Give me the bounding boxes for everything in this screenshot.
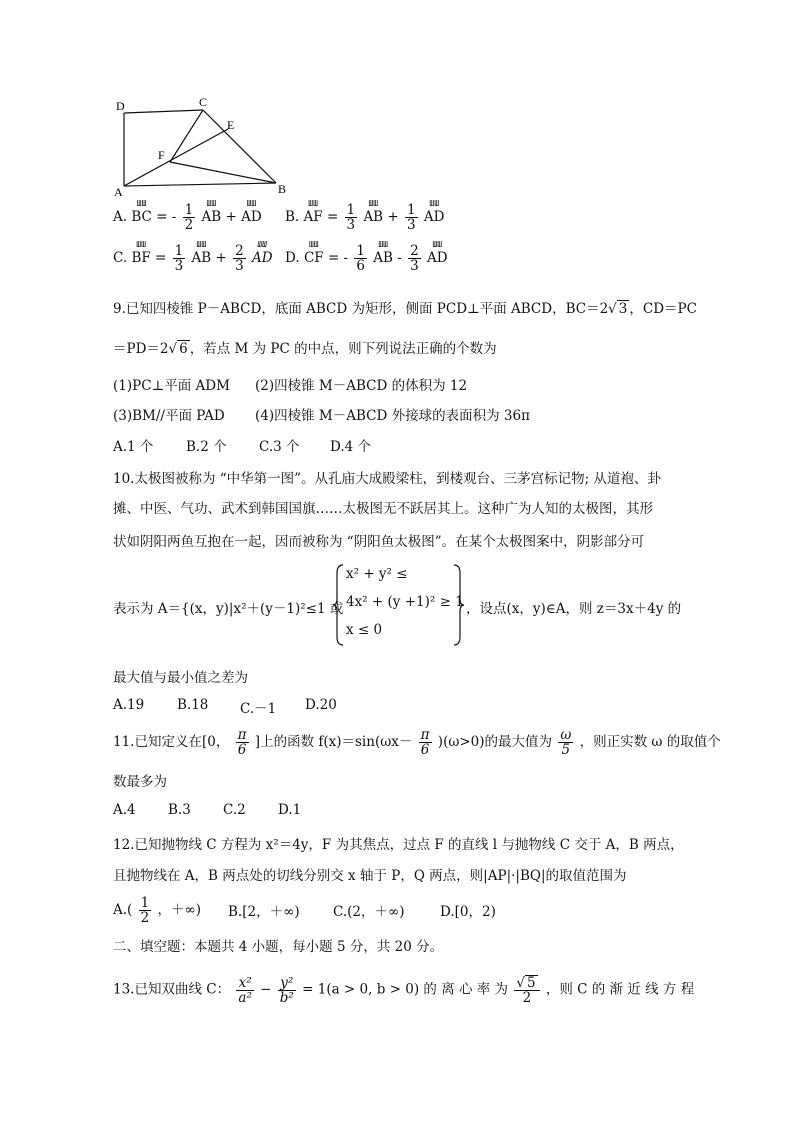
q10-system-row-1: x² + y² ≤ [346,566,408,582]
left-brace [333,563,345,647]
q10-option-b: B.18 [177,697,209,713]
q10-system-row-3: x ≤ 0 [346,622,383,638]
q10-line-3: 状如阴阳两鱼互抱在一起，因而被称为 “阴阳鱼太极图”。在某个太极图案中，阴影部分可 [113,534,645,550]
q12-line-1: 12.已知抛物线 C 方程为 x²＝4y，F 为其焦点，过点 F 的直线 l 与抛物线 C 交于 A，B 两点， [113,837,684,853]
edge-ab [124,183,276,186]
segment-ae [124,129,228,186]
q13-line-1: 13.已知双曲线 C： $\frac{\text{x²}}{\text{a²}}$ − $\frac{\text{y²}}{\text{b²}}$ = 1(a > 0, b > 0) 的 离 心 率 为 $\frac{√ 5}{2}$ ，则 C 的 渐 近 线 方 程 [113,974,695,1007]
label-c: C [199,95,208,109]
q12-line-2: 且抛物线在 A，B 两点处的切线分别交 x 轴于 P，Q 两点，则|AP|·|BQ|的取值范围为 [113,868,627,884]
q8-option-d: D. ШШ CF = - $\frac{1}{6}$ ШШ AB - $\frac{2}{3}$ ШШ AD [285,240,448,275]
q8-option-b: B. ШШ AF = $\frac{1}{3}$ ШШ AB + $\frac{1}{3}$ ШШ AD [285,199,445,234]
q12-option-c: C.(2，＋∞) [333,904,405,920]
edge-dc [124,110,203,113]
q11-option-d: D.1 [278,802,302,818]
q10-line-5: 最大值与最小值之差为 [113,670,248,686]
q9-statement-1: (1)PC⊥平面 ADM [113,378,230,394]
q11-line-2: 数最多为 [113,774,167,790]
q10-system-row-2: 4x² + (y +1)² ≥ 1 [346,594,464,610]
q12-option-d: D.[0，2) [440,904,496,920]
q10-option-a: A.19 [113,697,145,713]
q10-option-c: C.－1 [240,701,277,717]
q10-line-4a: 表示为 A＝{(x，y)|x²＋(y－1)²≤1 或 [113,601,344,617]
q12-option-b: B.[2，＋∞) [228,904,300,920]
q9-option-d: D.4 个 [330,439,372,455]
label-d: D [116,99,125,113]
q11-option-c: C.2 [223,802,246,818]
q10-option-d: D.20 [305,697,337,713]
q9-line-1: 9.已知四棱锥 P－ABCD，底面 ABCD 为矩形，侧面 PCD⊥平面 ABCD，BC＝2√ 3 ，CD＝PC [113,301,697,317]
q9-option-a: A.1 个 [113,439,154,455]
q9-statement-4: (4)四棱锥 M－ABCD 外接球的表面积为 36π [255,408,530,424]
quadrilateral-figure [110,92,300,202]
q10-line-2: 摊、中医、气功、武术到韩国国旗……太极图无不跃居其上。这种广为人知的太极图，其形 [113,501,653,517]
segment-fb [170,162,276,183]
segment-cf [170,110,203,162]
q9-option-b: B.2 个 [186,439,227,455]
edge-cb [203,110,276,183]
right-brace [452,563,464,647]
q9-statement-3: (3)BM//平面 PAD [113,408,225,424]
q12-option-a: A.( $\frac{1}{2}$ ，＋∞) [113,895,202,927]
q10-line-4b: ，设点(x，y)∈A，则 z＝3x＋4y 的 [466,601,682,617]
q9-option-c: C.3 个 [259,439,300,455]
q9-statement-2: (2)四棱锥 M－ABCD 的体积为 12 [255,378,468,394]
q11-option-b: B.3 [168,802,191,818]
q10-line-1: 10.太极图被称为 “中华第一图”。从孔庙大成殿梁柱，到楼观台、三茅宫标记物; 从道袍、卦 [113,471,661,487]
q9-line-2: ＝PD＝2√ 6 ，若点 M 为 PC 的中点，则下列说法正确的个数为 [113,341,497,357]
label-b: B [278,182,287,196]
q8-option-c: C. ШШ BF = $\frac{1}{3}$ ШШ AB + $\frac{2}{3}$ ШШ AD [113,240,273,275]
q8-option-a: A. ШШ BC = - $\frac{1}{2}$ ШШ AB + ШШ AD [113,199,262,234]
q11-line-1: 11.已知定义在[0， $\frac{\pi}{6}$ ]上的函数 f(x)＝sin(ωx－ $\frac{\pi}{6}$ )(ω>0)的最大值为 $\frac{\omega}{5}$ ，则正实数 ω 的取值个 [113,727,721,759]
label-f: F [158,148,165,162]
section-heading-fill-in: 二、填空题：本题共 4 小题，每小题 5 分，共 20 分。 [113,939,444,955]
label-a: A [114,185,123,199]
q11-option-a: A.4 [113,802,136,818]
label-e: E [227,118,235,132]
